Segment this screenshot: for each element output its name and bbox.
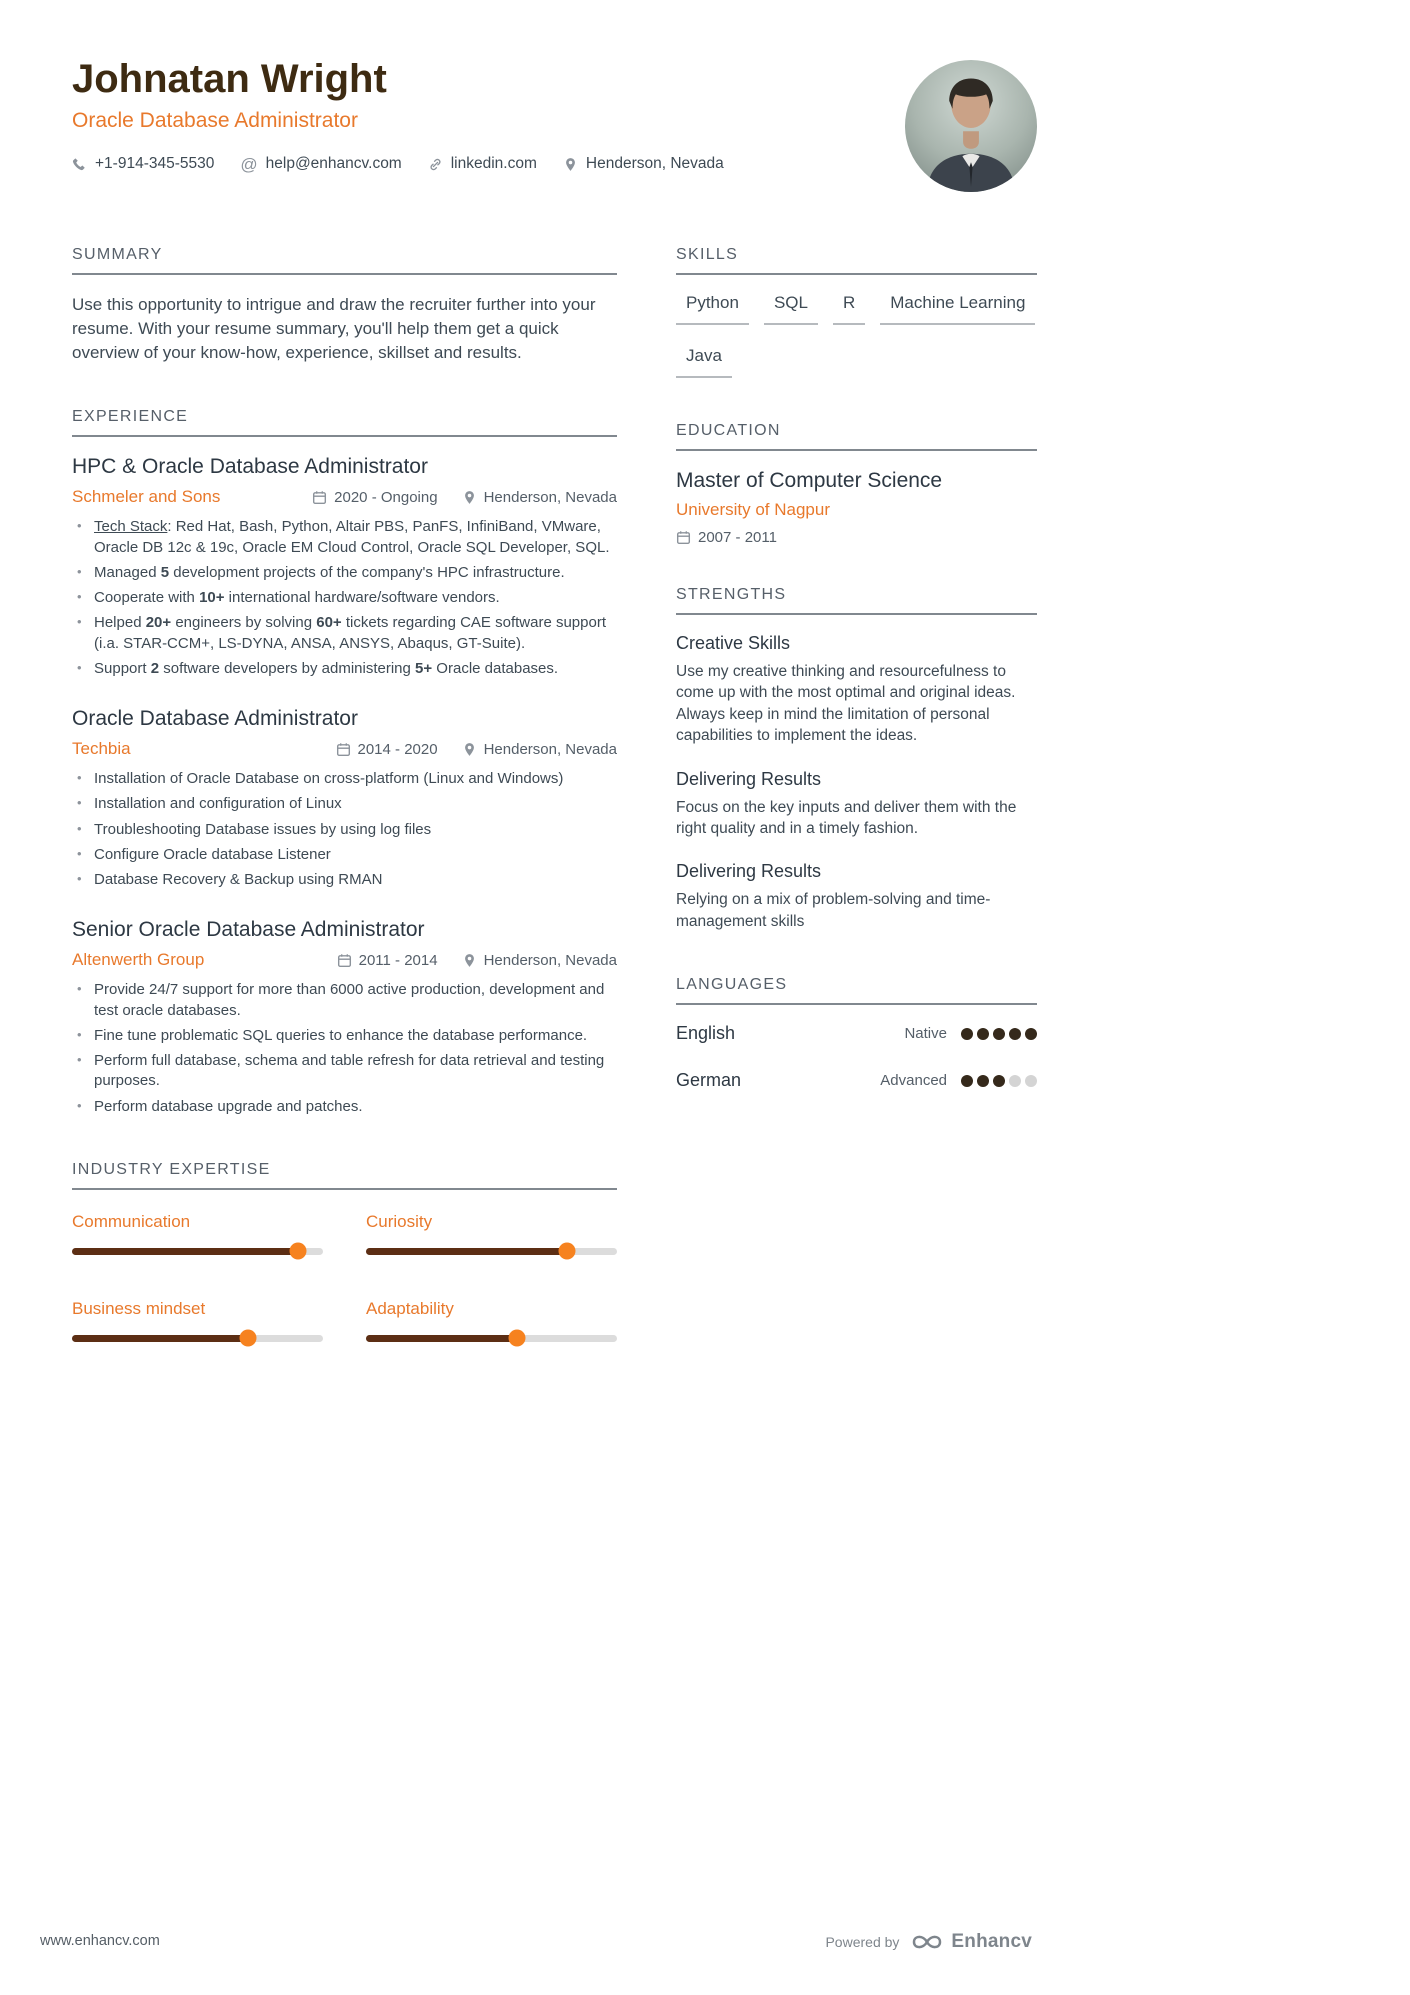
slider-handle[interactable]	[289, 1243, 306, 1260]
language-dots	[961, 1028, 1037, 1040]
expertise-label: Business mindset	[72, 1298, 206, 1318]
calendar-icon	[312, 490, 327, 505]
job-location-text: Henderson, Nevada	[483, 488, 617, 506]
job-meta	[72, 950, 617, 970]
slider-fill	[366, 1248, 567, 1255]
summary-heading: SUMMARY	[72, 246, 617, 275]
contact-row	[72, 155, 1037, 173]
bullet-item: • Helped 20+ engineers by solving 60+ tickets regarding CAE software support (i.a. STAR-CCM+, LS-DYNA, ANSA, ANSYS, Abaqus, GT-Suite).	[72, 613, 617, 654]
expertise-label: Adaptability	[366, 1298, 454, 1318]
footer-site-link[interactable]: www.enhancv.com	[40, 1933, 160, 1949]
language-name: English	[676, 1023, 736, 1043]
skills-heading: SKILLS	[676, 246, 1037, 275]
phone-number: +1-914-345-5530	[95, 155, 215, 172]
strength-item	[676, 633, 1037, 747]
strength-title: Delivering Results	[676, 768, 822, 789]
job-meta	[72, 739, 617, 759]
job-location-text: Henderson, Nevada	[483, 951, 617, 969]
strengths-list	[676, 633, 1037, 932]
location-pin-icon	[462, 953, 477, 968]
bullet-item: • Cooperate with 10+ international hardware/software vendors.	[72, 588, 617, 608]
calendar-icon	[676, 530, 691, 545]
expertise-slider[interactable]	[72, 1248, 323, 1255]
job-bullets	[72, 517, 617, 679]
job-dates	[336, 741, 438, 758]
language-item	[676, 1070, 1037, 1091]
slider-handle[interactable]	[508, 1330, 525, 1347]
location-item	[563, 155, 724, 173]
expertise-item	[72, 1299, 323, 1342]
language-level: Advanced	[880, 1072, 947, 1089]
education-section	[676, 422, 1037, 550]
left-column	[72, 246, 617, 1386]
job-dates	[337, 952, 438, 969]
strength-title: Delivering Results	[676, 861, 822, 882]
job-company: Techbia	[72, 739, 131, 759]
two-column-layout	[72, 246, 1037, 1386]
job-company: Schmeler and Sons	[72, 487, 221, 507]
location-text: Henderson, Nevada	[585, 155, 724, 172]
languages-heading: LANGUAGES	[676, 976, 1037, 1005]
skill-tag: R	[833, 293, 865, 325]
expertise-item	[72, 1212, 323, 1255]
job-location	[462, 741, 617, 758]
bullet-item: • Configure Oracle database Listener	[72, 845, 617, 865]
job-dates	[312, 489, 437, 506]
calendar-icon	[337, 953, 352, 968]
header	[72, 56, 1037, 206]
strength-title: Creative Skills	[676, 633, 791, 653]
infinity-heart-icon	[909, 1931, 945, 1953]
phone-icon	[72, 157, 87, 172]
skill-tag: Python	[676, 293, 749, 325]
slider-handle[interactable]	[239, 1330, 256, 1347]
expertise-item	[366, 1212, 617, 1255]
job-company: Altenwerth Group	[72, 950, 205, 970]
job-dates-text: 2011 - 2014	[358, 951, 438, 969]
job-location	[462, 952, 617, 969]
experience-section	[72, 408, 617, 1117]
footer-powered	[825, 1931, 1032, 1953]
job-headline: Oracle Database Administrator	[72, 109, 358, 132]
language-name: German	[676, 1070, 742, 1090]
slider-fill	[72, 1335, 248, 1342]
link-text: linkedin.com	[450, 155, 537, 172]
enhancv-logo-text: Enhancv	[951, 1931, 1032, 1952]
enhancv-logo[interactable]	[909, 1931, 1032, 1953]
languages-section	[676, 976, 1037, 1091]
person-name: Johnatan Wright	[72, 57, 387, 101]
expertise-slider[interactable]	[366, 1335, 617, 1342]
level-dot	[1009, 1075, 1021, 1087]
skill-tag: Java	[676, 346, 732, 378]
strength-item	[676, 769, 1037, 840]
portrait-image	[905, 60, 1037, 192]
bullet-item: • Installation and configuration of Linux	[72, 794, 617, 814]
slider-fill	[72, 1248, 298, 1255]
level-dot	[977, 1075, 989, 1087]
strength-text: Use my creative thinking and resourcefulness to come up with the most optimal and original ideas. Always keep in mind the limitation of personal capabilities to implement the ideas.	[676, 663, 1016, 745]
strength-text: Focus on the key inputs and deliver them with the right quality and in a timely fashion.	[676, 798, 1017, 837]
experience-item	[72, 455, 617, 679]
bullet-item: • Perform database upgrade and patches.	[72, 1097, 617, 1117]
job-title: HPC & Oracle Database Administrator	[72, 455, 428, 479]
expertise-label: Curiosity	[366, 1211, 433, 1231]
bullet-item: • Tech Stack: Red Hat, Bash, Python, Altair PBS, PanFS, InfiniBand, VMware, Oracle DB 12c & 19c, Oracle EM Cloud Control, Oracle SQL Developer, SQL.	[72, 517, 617, 558]
experience-item	[72, 918, 617, 1117]
education-dates-text: 2007 - 2011	[698, 529, 777, 546]
strength-item	[676, 861, 1037, 932]
location-pin-icon	[462, 742, 477, 757]
experience-item	[72, 707, 617, 890]
expertise-item	[366, 1299, 617, 1342]
link-item[interactable]	[428, 155, 537, 173]
profile-photo	[905, 60, 1037, 192]
job-dates-text: 2020 - Ongoing	[334, 488, 438, 506]
level-dot	[1009, 1028, 1021, 1040]
summary-text: Use this opportunity to intrigue and draw the recruiter further into your resume. With your resume summary, you'll help them get a quick overview of your know-how, experience, skillset and results.	[72, 295, 596, 362]
job-location	[462, 489, 617, 506]
degree-title: Master of Computer Science	[676, 469, 943, 492]
experience-list	[72, 455, 617, 1117]
language-dots	[961, 1075, 1037, 1087]
education-heading: EDUCATION	[676, 422, 1037, 451]
skills-list	[676, 293, 1037, 378]
slider-fill	[366, 1335, 517, 1342]
job-title: Oracle Database Administrator	[72, 707, 358, 731]
expertise-slider[interactable]	[72, 1335, 323, 1342]
location-pin-icon	[563, 157, 578, 172]
location-pin-icon	[462, 490, 477, 505]
resume-content	[72, 56, 1037, 1386]
job-meta	[72, 487, 617, 507]
job-dates-text: 2014 - 2020	[357, 740, 438, 758]
skills-section	[676, 246, 1037, 378]
strengths-section	[676, 586, 1037, 932]
job-bullets	[72, 980, 617, 1117]
job-bullets	[72, 769, 617, 890]
level-dot	[1025, 1028, 1037, 1040]
bullet-item: • Installation of Oracle Database on cross-platform (Linux and Windows)	[72, 769, 617, 789]
expertise-label: Communication	[72, 1211, 191, 1231]
experience-heading: EXPERIENCE	[72, 408, 617, 437]
calendar-icon	[336, 742, 351, 757]
bullet-item: • Perform full database, schema and table refresh for data retrieval and testing purposes.	[72, 1051, 617, 1092]
bullet-item: • Fine tune problematic SQL queries to enhance the database performance.	[72, 1026, 617, 1046]
bullet-item: • Database Recovery & Backup using RMAN	[72, 870, 617, 890]
level-dot	[993, 1028, 1005, 1040]
skill-tag: Machine Learning	[880, 293, 1035, 325]
email-icon: @	[240, 154, 258, 174]
bullet-item: • Provide 24/7 support for more than 6000 active production, development and test oracle databases.	[72, 980, 617, 1021]
job-title: Senior Oracle Database Administrator	[72, 918, 425, 942]
email-address: help@enhancv.com	[265, 155, 402, 172]
strength-text: Relying on a mix of problem-solving and time-management skills	[676, 891, 991, 930]
link-icon	[428, 157, 443, 172]
right-column	[676, 246, 1037, 1135]
slider-handle[interactable]	[558, 1243, 575, 1260]
powered-by-label: Powered by	[825, 1934, 900, 1950]
languages-list	[676, 1023, 1037, 1091]
level-dot	[961, 1075, 973, 1087]
industry-expertise-heading: INDUSTRY EXPERTISE	[72, 1161, 617, 1190]
bullet-item: • Support 2 software developers by administering 5+ Oracle databases.	[72, 659, 617, 679]
language-item	[676, 1023, 1037, 1044]
job-location-text: Henderson, Nevada	[483, 740, 617, 758]
level-dot	[1025, 1075, 1037, 1087]
strengths-heading: STRENGTHS	[676, 586, 1037, 615]
industry-expertise-section	[72, 1161, 617, 1342]
level-dot	[977, 1028, 989, 1040]
expertise-slider[interactable]	[366, 1248, 617, 1255]
phone-item	[72, 155, 214, 173]
skill-tag: SQL	[764, 293, 818, 325]
level-dot	[993, 1075, 1005, 1087]
bullet-item: • Managed 5 development projects of the company's HPC infrastructure.	[72, 563, 617, 583]
education-dates	[676, 529, 777, 546]
language-level: Native	[904, 1025, 947, 1042]
email-item[interactable]	[240, 155, 401, 173]
school-name: University of Nagpur	[676, 500, 831, 519]
summary-section	[72, 246, 617, 364]
level-dot	[961, 1028, 973, 1040]
expertise-grid	[72, 1208, 617, 1342]
bullet-item: • Troubleshooting Database issues by using log files	[72, 820, 617, 840]
